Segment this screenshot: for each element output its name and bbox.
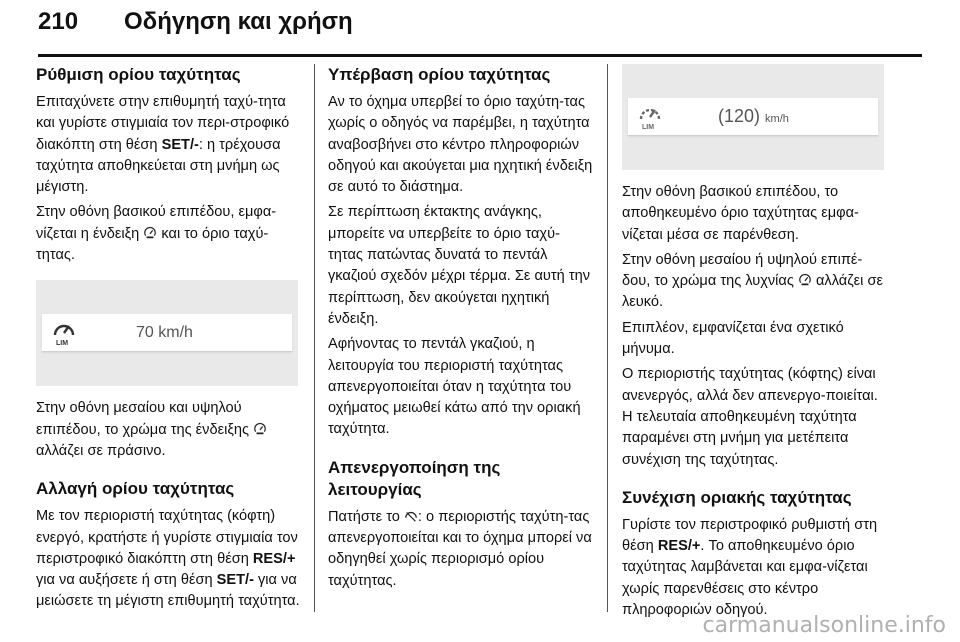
section-heading-exceed-limit: Υπέρβαση ορίου ταχύτητας <box>328 65 551 84</box>
speed-limiter-icon <box>798 273 812 287</box>
section-heading-deactivate: Απενεργοποίηση της λειτουργίας <box>328 457 501 499</box>
paragraph: Επιπλέον, εμφανίζεται ένα σχετικό μήνυμα. <box>622 319 844 358</box>
stored-limit-value: (120) km/h <box>718 106 789 126</box>
paragraph: Στην οθόνη βασικού επιπέδου, το αποθηκευμένο όριο ταχύτητας εμφα-νίζεται μέσα σε παρένθεση. <box>622 184 859 243</box>
header-rule <box>38 54 922 57</box>
column-divider <box>607 64 608 612</box>
paragraph: Πατήστε το : ο περιοριστής ταχύτη-τας απενεργοποιείται και το όχημα μπορεί να οδηγηθεί χωρίς περιορισμό ορίου ταχύτητας. <box>328 508 592 589</box>
stored-limit-display-figure <box>622 64 884 170</box>
chapter-title: Οδήγηση και χρήση <box>124 8 353 35</box>
paragraph: Στην οθόνη βασικού επιπέδου, εμφα-νίζεται η ένδειξη και το όριο ταχύ-τητας. <box>36 204 277 264</box>
column-2 <box>328 64 594 596</box>
column-divider <box>314 64 315 612</box>
paragraph: Σε περίπτωση έκτακτης ανάγκης, μπορείτε να υπερβείτε το όριο ταχύ-τητας πατώντας δυνατά το πεντάλ γκαζιού σχεδόν μέχρι τέρμα. Σε αυτή την περίπτωση, δεν ακούγεται ηχητική ένδειξη. <box>328 204 590 327</box>
paragraph: Στην οθόνη μεσαίου ή υψηλού επιπέ-δου, το χρώμα της λυχνίας αλλάζει σε λευκό. <box>622 251 883 311</box>
speed-limiter-icon <box>636 102 664 130</box>
speed-limiter-icon <box>50 318 78 346</box>
paragraph: Αν το όχημα υπερβεί το όριο ταχύτη-τας χωρίς ο οδηγός να παρέμβει, η ταχύτητα αναβοσβήνει στο κέντρο πληροφοριών οδηγού και ακούγεται μια ηχητική ένδειξη σε αυτό το διάστημα. <box>328 94 593 196</box>
column-1 <box>36 64 300 617</box>
watermark: carmanualsonline.info <box>702 613 946 638</box>
paragraph: Αφήνοντας το πεντάλ γκαζιού, η λειτουργία του περιοριστή ταχύτητας απενεργοποιείται όταν η ταχύτητα του οχήματος μειωθεί κάτω από την οριακή ταχύτητα. <box>328 336 581 438</box>
column-3 <box>622 64 888 625</box>
cancel-button-icon <box>404 509 418 523</box>
paragraph: Γυρίστε τον περιστροφικό ρυθμιστή στη θέση RES/+. Το αποθηκευμένο όριο ταχύτητας λαμβάνεται και εμφα-νίζεται χωρίς παρενθέσεις στο κέντρο πληροφοριών οδηγού. <box>622 516 878 619</box>
section-heading-set-limit: Ρύθμιση ορίου ταχύτητας <box>36 65 241 84</box>
speed-limiter-icon <box>253 422 267 436</box>
limit-display-figure <box>36 280 298 386</box>
cluster-display <box>628 98 878 136</box>
limit-value: 70 km/h <box>136 324 193 342</box>
cluster-display <box>42 314 292 352</box>
page-header <box>38 6 922 46</box>
paragraph: Ο περιοριστής ταχύτητας (κόφτης) είναι ανενεργός, αλλά δεν απενεργο-ποιείται. Η τελευταία αποθηκευμένη ταχύτητα παραμένει στη μνήμη για μετέπειτα συνέχιση της ταχύτητας. <box>622 366 878 468</box>
page-number: 210 <box>38 8 79 35</box>
speed-limiter-icon <box>143 226 157 240</box>
paragraph: Επιταχύνετε στην επιθυμητή ταχύ-τητα και γυρίστε στιγμιαία τον περι-στροφικό διακόπτη στη θέση SET/-: η τρέχουσα ταχύτητα αποθηκεύεται στη μνήμη ως μέγιστη. <box>36 94 290 196</box>
section-heading-resume: Συνέχιση οριακής ταχύτητας <box>622 487 852 507</box>
lim-label: LIM <box>642 124 655 130</box>
paragraph: Στην οθόνη μεσαίου και υψηλού επιπέδου, το χρώμα της ένδειξης αλλάζει σε πράσινο. <box>36 398 300 462</box>
paragraph: Με τον περιοριστή ταχύτητας (κόφτη) ενεργό, κρατήστε ή γυρίστε στιγμιαία τον περιστροφικό διακόπτη στη θέση RES/+ για να αυξήσετε ή στη θέση SET/- για να μειώσετε τη μέγιστη επιθυμητή ταχύτητα. <box>36 508 300 610</box>
section-heading-change-limit: Αλλαγή ορίου ταχύτητας <box>36 479 235 499</box>
lim-label: LIM <box>56 340 69 347</box>
